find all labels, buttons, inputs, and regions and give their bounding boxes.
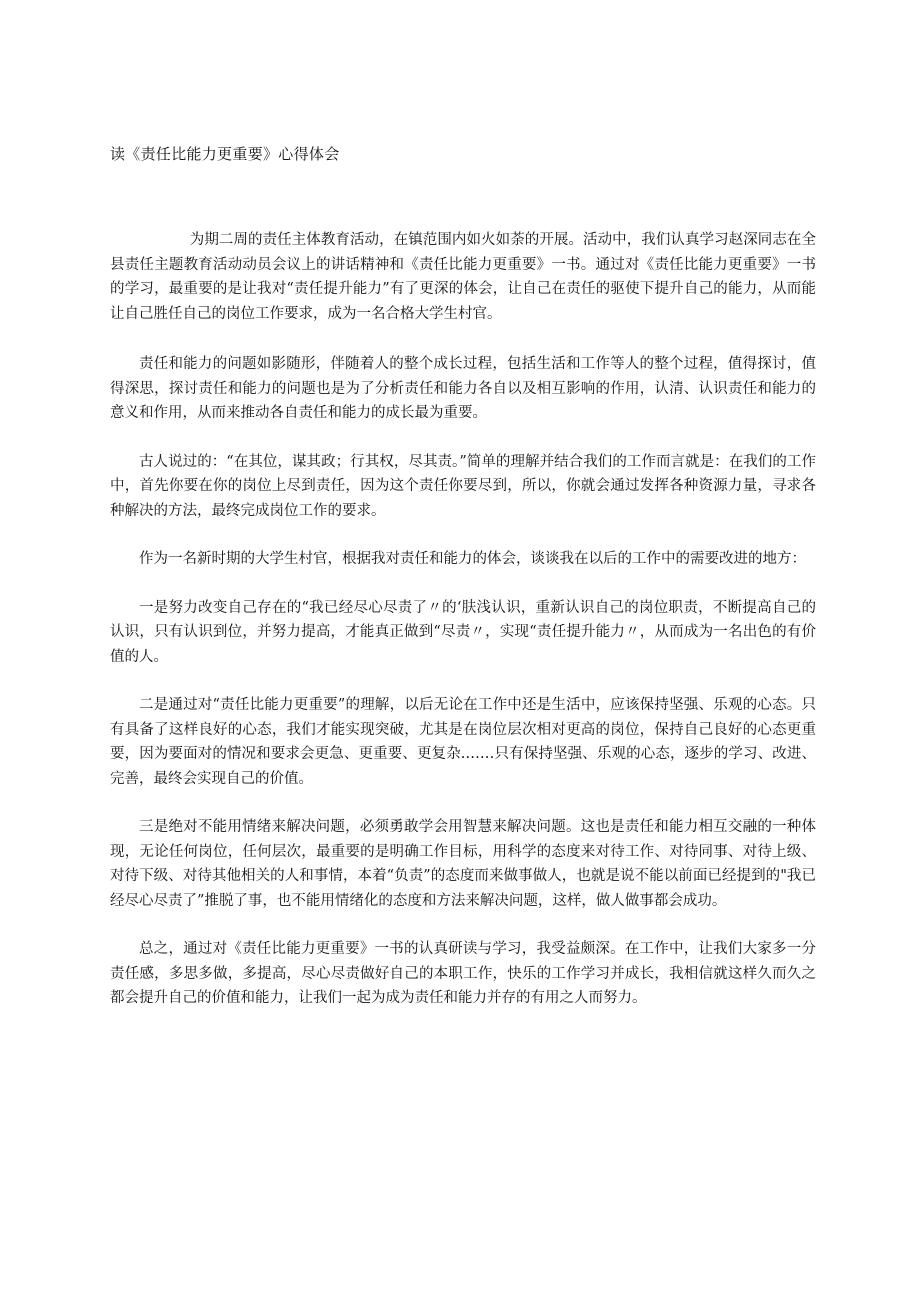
document-title: 读《责任比能力更重要》心得体会 xyxy=(110,145,340,163)
document-body xyxy=(110,228,816,1035)
paragraph-point-three: 三是绝对不能用情绪来解决问题，必须勇敢学会用智慧来解决问题。这也是责任和能力相互交融的一种体现，无论任何岗位，任何层次，最重要的是明确工作目标，用科学的态度来对待工作、对待同事、对待上级、对待下级、对待其他相关的人和事情，本着“负责”的态度而来做事做人，也就是说不能以前面已经提到的"我已经尽心尽责了”推脱了事，也不能用情绪化的态度和方法来解决问题，这样，做人做事都会成功。 xyxy=(110,819,816,909)
paragraph-conclusion: 总之，通过对《责任比能力更重要》一书的认真研读与学习，我受益颇深。在工作中，让我们大家多一分责任感，多思多做，多提高，尽心尽责做好自己的本职工作，快乐的工作学习并成长，我相信就这样久而久之都会提升自己的价值和能力，让我们一起为成为责任和能力并存的有用之人而努力。 xyxy=(110,941,816,1006)
paragraph-point-two: 二是通过对“责任比能力更重要”的理解，以后无论在工作中还是生活中，应该保持坚强、乐观的心态。只有具备了这样良好的心态，我们才能实现突破，尤其是在岗位层次相对更高的岗位，保持自己良好的心态更重要，因为要面对的情况和要求会更急、更重要、更复杂.……只有保持坚强、乐观的心态，逐步的学习、改进、完善，最终会实现自己的价值。 xyxy=(110,697,816,787)
paragraph-responsibility-ability: 责任和能力的问题如影随形，伴随着人的整个成长过程，包括生活和工作等人的整个过程，值得探讨，值得深思，探讨责任和能力的问题也是为了分析责任和能力各自以及相互影响的作用，认清、认识责任和能力的意义和作用，从而来推动各自责任和能力的成长最为重要。 xyxy=(110,356,816,421)
paragraph-improvements-intro: 作为一名新时期的大学生村官，根据我对责任和能力的体会，谈谈我在以后的工作中的需要改进的地方： xyxy=(139,551,806,567)
paragraph-ancient-saying: 古人说过的：“在其位，谋其政；行其权，尽其责。”简单的理解并结合我们的工作而言就是：在我们的工作中，首先你要在你的岗位上尽到责任，因为这个责任你要尽到，所以，你就会通过发挥各种资源力量，寻求各种解决的方法，最终完成岗位工作的要求。 xyxy=(110,453,816,519)
paragraph-point-one: 一是努力改变自己存在的“我已经尽心尽责了〃的‘肤浅认识，重新认识自己的岗位职责，不断提高自己的认识，只有认识到位，并努力提高，才能真正做到“尽责〃，实现“责任提升能力〃，从而成为一名出色的有价值的人。 xyxy=(110,599,816,665)
paragraph-intro: 为期二周的责任主体教育活动，在镇范围内如火如荼的开展。活动中，我们认真学习赵深同志在全县责任主题教育活动动员会议上的讲话精神和《责任比能力更重要》一书。通过对《责任比能力更重要》一书的学习，最重要的是让我对“责任提升能力”有了更深的体会，让自己在责任的驱使下提升自己的能力，从而能让自己胜任自己的岗位工作要求，成为一名合格大学生村官。 xyxy=(110,232,816,322)
